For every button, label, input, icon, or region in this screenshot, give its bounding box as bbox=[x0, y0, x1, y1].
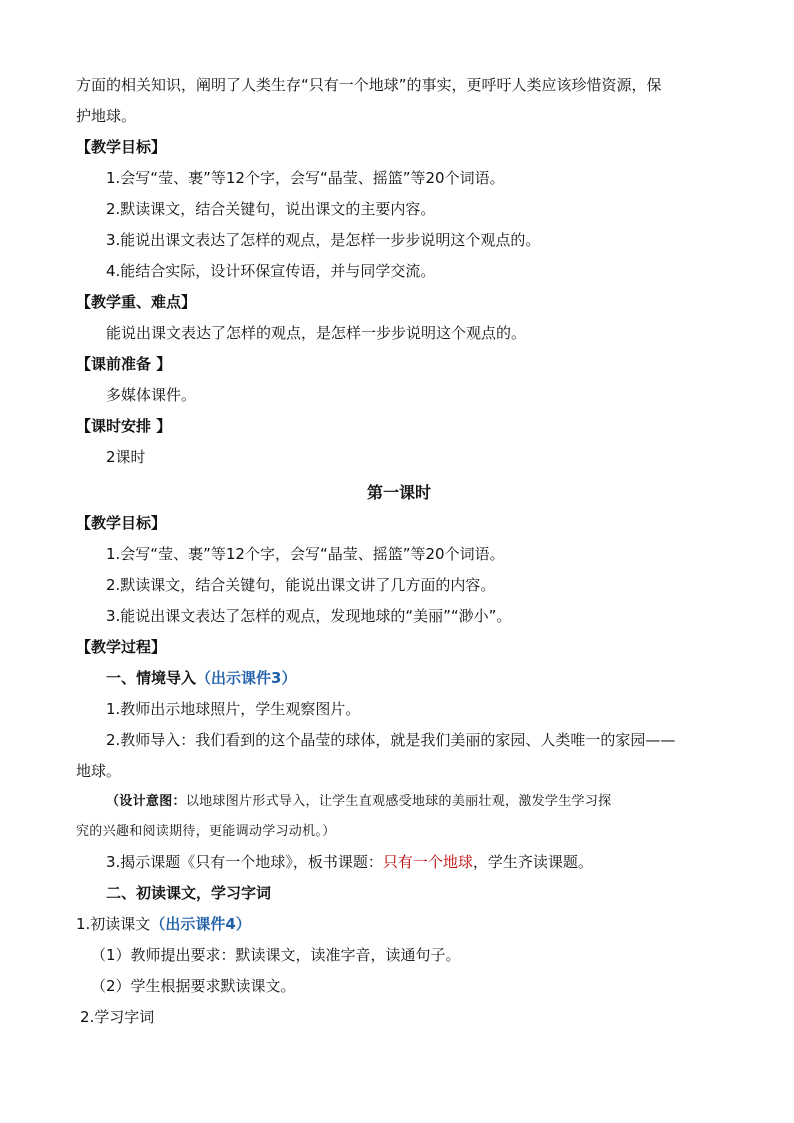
design-intent-note bbox=[76, 787, 722, 847]
process-heading: 【教学过程】 bbox=[76, 638, 167, 656]
section2-sub-1: （1）教师提出要求：默读课文，读准字音，读通句子。 bbox=[91, 946, 461, 964]
prep-text: 多媒体课件。 bbox=[106, 386, 197, 404]
section2-courseware-tag: （出示课件4） bbox=[150, 915, 251, 933]
goal-item-1: 1.会写“莹、裹”等12个字，会写“晶莹、摇篮”等20个词语。 bbox=[106, 169, 505, 187]
design-intent-text-1: 以地球图片形式导入，让学生直观感受地球的美丽壮观，激发学生学习探 bbox=[185, 794, 612, 809]
keypoints-heading: 【教学重、难点】 bbox=[76, 293, 197, 311]
lesson1-goal-1: 1.会写“莹、裹”等12个字，会写“晶莹、摇篮”等20个词语。 bbox=[106, 545, 505, 563]
board-title: 只有一个地球 bbox=[382, 853, 473, 871]
section1-step-2-line-1: 2.教师导入：我们看到的这个晶莹的球体，就是我们美丽的家园、人类唯一的家园—— bbox=[106, 731, 676, 749]
prep-heading: 【课前准备 】 bbox=[76, 355, 172, 373]
section1-step-2-line-2: 地球。 bbox=[76, 762, 122, 780]
step3-suffix: ，学生齐读课题。 bbox=[472, 853, 593, 871]
section1-step-3 bbox=[76, 847, 722, 878]
design-intent-line-2: 究的兴趣和阅读期待，更能调动学习动机。） bbox=[76, 824, 336, 839]
goal-item-3: 3.能说出课文表达了怎样的观点，是怎样一步步说明这个观点的。 bbox=[106, 231, 541, 249]
section1-step-1: 1.教师出示地球照片，学生观察图片。 bbox=[106, 700, 361, 718]
goal-item-4: 4.能结合实际，设计环保宣传语，并与同学交流。 bbox=[106, 262, 436, 280]
keypoints-text: 能说出课文表达了怎样的观点，是怎样一步步说明这个观点的。 bbox=[106, 324, 527, 342]
section2-step-1-text: 1.初读课文 bbox=[76, 915, 151, 933]
section2-step-2: 2.学习字词 bbox=[80, 1008, 155, 1026]
goals-heading: 【教学目标】 bbox=[76, 138, 167, 156]
step3-prefix: 3.揭示课题《只有一个地球》，板书课题： bbox=[106, 853, 383, 871]
lesson1-goals-heading: 【教学目标】 bbox=[76, 514, 167, 532]
schedule-heading: 【课时安排 】 bbox=[76, 417, 172, 435]
section2-title: 二、初读课文，学习字词 bbox=[106, 884, 272, 902]
goal-item-2: 2.默读课文，结合关键句，说出课文的主要内容。 bbox=[106, 200, 436, 218]
lesson1-goal-3: 3.能说出课文表达了怎样的观点，发现地球的“美丽”“渺小”。 bbox=[106, 607, 512, 625]
design-intent-line-1 bbox=[76, 787, 722, 817]
lesson1-goal-2: 2.默读课文，结合关键句，能说出课文讲了几方面的内容。 bbox=[106, 576, 496, 594]
intro-line-1: 方面的相关知识，阐明了人类生存“只有一个地球”的事实，更呼吁人类应该珍惜资源，保 bbox=[76, 76, 662, 94]
intro-line-2: 护地球。 bbox=[76, 107, 137, 125]
lesson1-title: 第一课时 bbox=[366, 483, 431, 502]
section1-courseware-tag: （出示课件3） bbox=[196, 669, 297, 687]
section1-title-line bbox=[76, 663, 722, 694]
section2-step-1 bbox=[76, 909, 722, 940]
section2-sub-2: （2）学生根据要求默读课文。 bbox=[91, 977, 296, 995]
section1-title: 一、情境导入 bbox=[106, 669, 197, 687]
design-intent-label: （设计意图： bbox=[106, 794, 186, 809]
schedule-text: 2课时 bbox=[106, 448, 146, 466]
